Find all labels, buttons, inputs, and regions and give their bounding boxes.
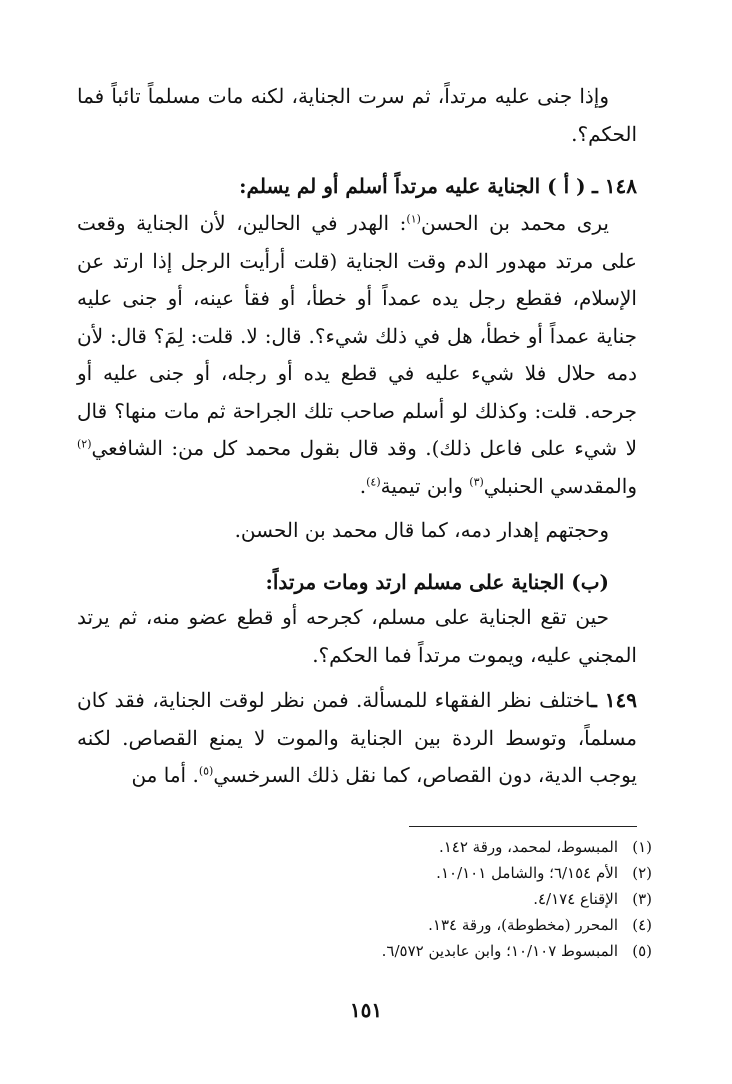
section-148-title: ( أ ) الجناية عليه مرتداً أسلم أو لم يسلم:	[239, 174, 586, 198]
footnote-item	[92, 886, 652, 912]
footnote-text: الإقناع ٤/١٧٤.	[533, 890, 618, 908]
para1-text-e: .	[359, 473, 367, 498]
intro-paragraph	[77, 78, 637, 153]
section-149-paragraph	[77, 682, 637, 795]
intro-text: وإذا جنى عليه مرتداً، ثم سرت الجناية، لكنه مات مسلماً تائباً فما الحكم؟.	[77, 84, 637, 146]
footnote-divider	[409, 826, 637, 827]
footnote-marker: (٤)	[632, 916, 652, 934]
section-148-number: ١٤٨ ـ	[591, 174, 637, 198]
footnote-item	[92, 834, 652, 860]
section-148-heading	[77, 168, 637, 206]
footnote-marker: (٢)	[632, 864, 652, 882]
section-149-text-b: . أما من	[131, 763, 199, 787]
para1-text-b: : الهدر في الحالين، لأن الجناية وقعت على مرتد مهدور الدم وقت الجناية (قلت أرأيت الرجل إذا ارتد عن الإسلام، فقطع رجل يده عمداً أو خطأ، أو فقأ عينه، أو جنى عليه جناية عمداً أو خطأ، هل في ذلك شيء؟. قال: لا. قلت: لِمَ؟ قال: لأن دمه حلال فلا شيء عليه في قطع يده أو رجله، أو جنى عليه أو جرحه. قلت: وكذلك لو أسلم صاحب تلك الجراحة ثم مات منها؟ قال لا شيء على فاعل ذلك). وقد قال بقول محمد كل من: الشافعي	[77, 211, 637, 460]
para1-text-c: والمقدسي الحنبلي	[483, 473, 637, 498]
section-b-heading	[77, 564, 637, 602]
footnote-text: المحرر (مخطوطة)، ورقة ١٣٤.	[428, 916, 618, 934]
section-149-text-a: اختلف نظر الفقهاء للمسألة. فمن نظر لوقت الجناية، فقد كان مسلماً، وتوسط الردة بين الجناية والموت لا يمنع القصاص. لكنه يوجب الدية، دون القصاص، كما نقل ذلك السرخسي	[77, 688, 637, 787]
footnote-marker: (٣)	[632, 890, 652, 908]
footnotes-list	[92, 834, 652, 964]
footnote-ref-2[interactable]: (٢)	[77, 437, 92, 451]
footnote-text: المبسوط ١٠/١٠٧؛ وابن عابدين ٦/٥٧٢.	[381, 942, 618, 960]
footnote-item	[92, 860, 652, 886]
section-149-number: ١٤٩ ـ	[590, 688, 637, 712]
footnote-ref-5[interactable]: (٥)	[198, 764, 214, 778]
footnote-ref-1[interactable]: (١)	[406, 212, 421, 226]
footnote-marker: (١)	[632, 838, 652, 856]
footnote-ref-3[interactable]: (٣)	[469, 474, 484, 488]
page-number: ١٥١	[349, 998, 383, 1022]
footnote-text: المبسوط، لمحمد، ورقة ١٤٢.	[438, 838, 618, 856]
para1-text-a: يرى محمد بن الحسن	[420, 211, 609, 235]
section-148-paragraph-2	[77, 512, 637, 550]
footnote-item	[92, 912, 652, 938]
footnote-ref-4[interactable]: (٤)	[366, 474, 381, 488]
para2-text: وحجتهم إهدار دمه، كما قال محمد بن الحسن.	[234, 518, 609, 542]
footnote-marker: (٥)	[632, 942, 652, 960]
section-b-paragraph	[77, 599, 637, 674]
section-b-text: حين تقع الجناية على مسلم، كجرحه أو قطع عضو منه، ثم يرتد المجني عليه، ويموت مرتداً فما الحكم؟.	[77, 605, 637, 667]
para1-text-d: وابن تيمية	[380, 473, 470, 498]
section-b-title: (ب) الجناية على مسلم ارتد ومات مرتداً:	[265, 570, 609, 594]
section-148-paragraph-1	[77, 205, 637, 505]
footnote-text: الأم ٦/١٥٤؛ والشامل ١٠/١٠١.	[436, 864, 618, 882]
footnote-item	[92, 938, 652, 964]
